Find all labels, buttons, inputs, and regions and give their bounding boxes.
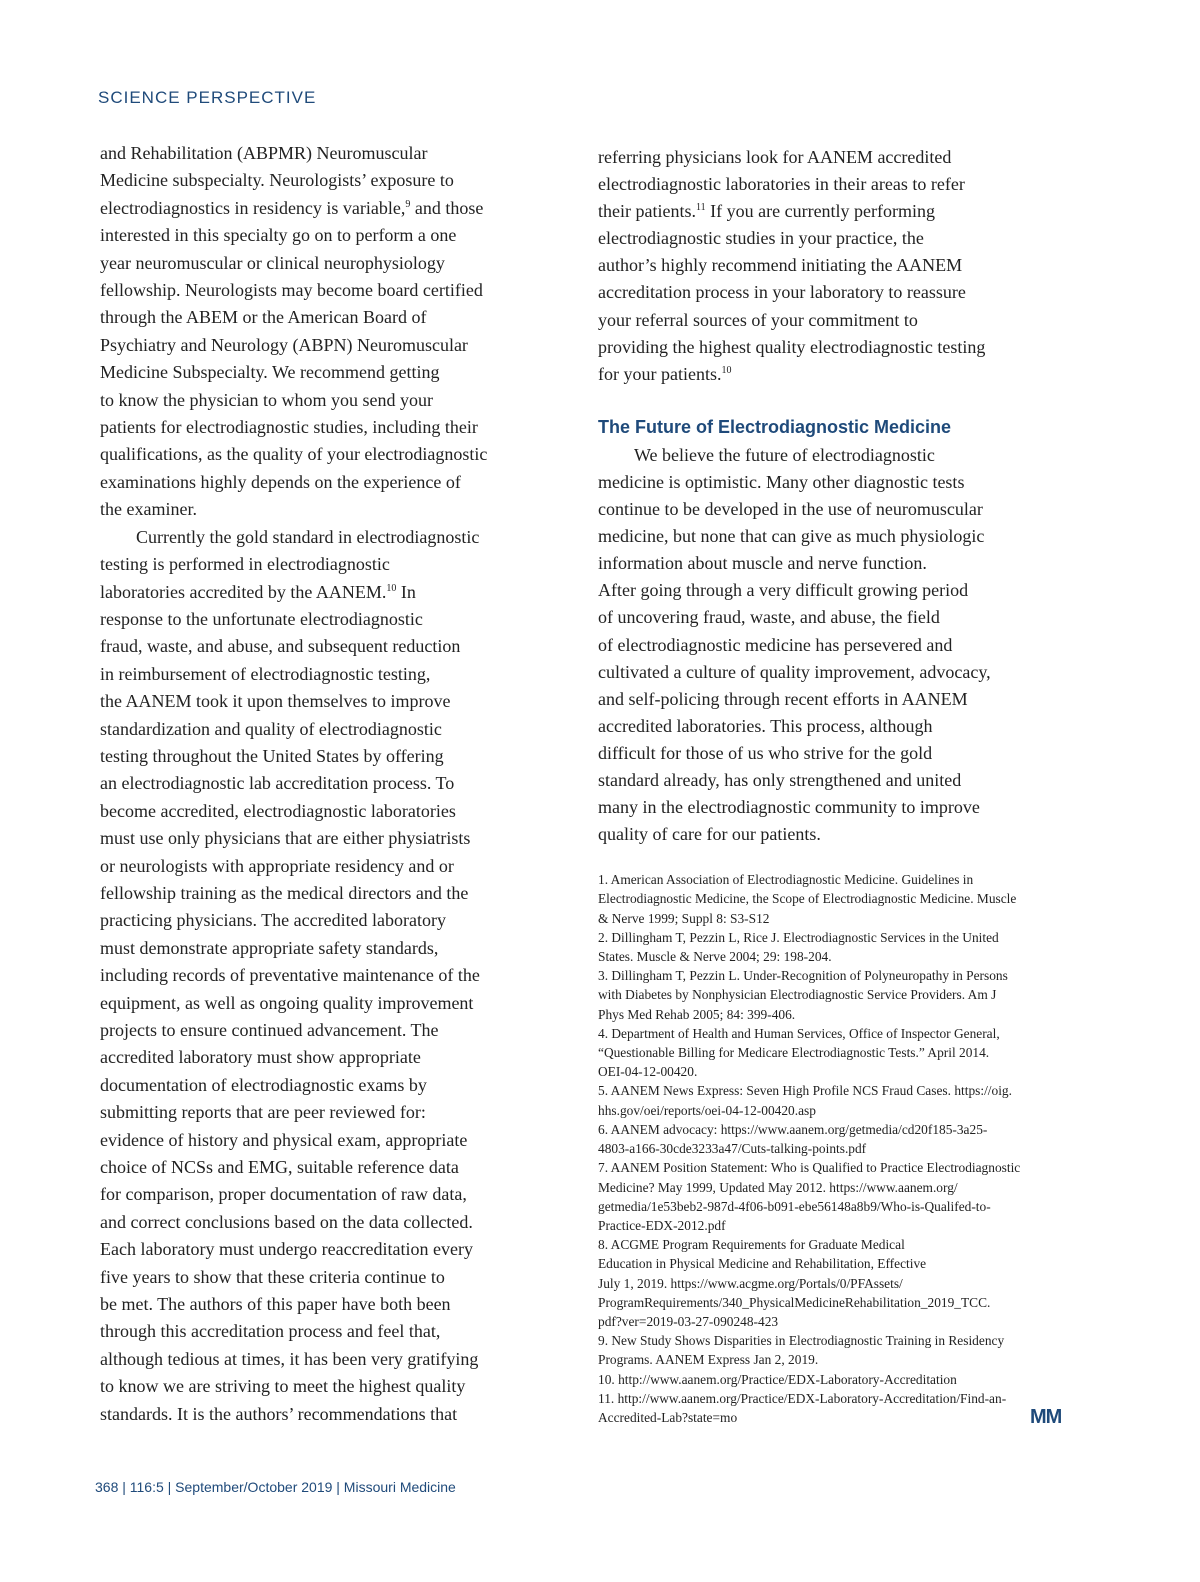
body-line: and correct conclusions based on the data collected.: [100, 1211, 473, 1232]
body-line: accreditation process in your laboratory to reassure: [598, 282, 966, 303]
body-line: accredited laboratory must show appropriate: [100, 1047, 421, 1068]
citation-10[interactable]: 10: [721, 364, 732, 376]
body-line: the examiner.: [100, 499, 197, 520]
body-line: evidence of history and physical exam, appropriate: [100, 1129, 468, 1150]
body-line: laboratories accredited by the AANEM.$^{10}$ In: [100, 581, 416, 602]
body-line: medicine, but none that can give as much physiologic: [598, 526, 985, 547]
body-line: providing the highest quality electrodiagnostic testing: [598, 336, 986, 357]
page-footer: 368 | 116:5 | September/October 2019 | Missouri Medicine: [95, 1479, 456, 1495]
citation-11[interactable]: 11: [695, 202, 706, 214]
body-line: projects to ensure continued advancement. The: [100, 1020, 439, 1040]
body-line: examinations highly depends on the experience of: [100, 471, 461, 492]
reference-link[interactable]: hhs.gov/oei/reports/oei-04-12-00420.asp: [598, 1102, 816, 1118]
body-line: difficult for those of us who strive for the gold: [598, 742, 933, 763]
reference-link[interactable]: Practice-EDX-2012.pdf: [598, 1217, 726, 1233]
body-line: in reimbursement of electrodiagnostic testing,: [100, 663, 431, 684]
reference-link[interactable]: 6. AANEM advocacy: https://www.aanem.org/getmedia/cd20f185-3a25-: [598, 1121, 988, 1137]
body-line: become accredited, electrodiagnostic laboratories: [100, 800, 456, 821]
right-column: [598, 144, 1048, 1427]
body-line: cultivated a culture of quality improvement, advocacy,: [598, 661, 991, 682]
body-line: practicing physicians. The accredited laboratory: [100, 910, 447, 931]
body-line: testing throughout the United States by offering: [100, 745, 444, 766]
body-line: to know the physician to whom you send your: [100, 389, 433, 410]
body-line: their patients.$^{11}$ If you are currently performing: [598, 201, 936, 222]
body-line: electrodiagnostic laboratories in their areas to refer: [598, 174, 965, 195]
body-line: medicine is optimistic. Many other diagnostic tests: [598, 471, 965, 492]
body-line: standard already, has only strengthened and united: [598, 769, 962, 790]
reference-link[interactable]: pdf?ver=2019-03-27-090248-423: [598, 1313, 779, 1329]
body-line: information about muscle and nerve function.: [598, 553, 927, 574]
body-line: of uncovering fraud, waste, and abuse, the field: [598, 607, 940, 628]
body-line: quality of care for our patients.: [598, 824, 821, 845]
body-line: fellowship. Neurologists may become board certified: [100, 280, 483, 301]
body-line: an electrodiagnostic lab accreditation process. To: [100, 773, 455, 794]
body-line: After going through a very difficult growing period: [598, 580, 969, 601]
body-line: patients for electrodiagnostic studies, including their: [100, 417, 478, 438]
body-line: Medicine subspecialty. Neurologists’ exposure to: [100, 170, 454, 191]
body-line: or neurologists with appropriate residency and or: [100, 855, 454, 876]
body-line: electrodiagnostics in residency is variable,$^9$ and those: [100, 197, 484, 218]
reference-link[interactable]: 11. http://www.aanem.org/Practice/EDX-Laboratory-Accreditation/Find-an-: [598, 1390, 1007, 1406]
body-line: Currently the gold standard in electrodiagnostic: [136, 526, 480, 547]
body-line: continue to be developed in the use of neuromuscular: [598, 499, 983, 520]
body-line: many in the electrodiagnostic community to improve: [598, 797, 980, 818]
citation-9[interactable]: 9: [405, 198, 411, 210]
reference-link[interactable]: ProgramRequirements/340_PhysicalMedicineRehabilitation_2019_TCC.: [598, 1294, 991, 1310]
body-line: submitting reports that are peer reviewed for:: [100, 1102, 426, 1123]
body-line: We believe the future of electrodiagnostic: [634, 444, 935, 465]
body-line: qualifications, as the quality of your electrodiagnostic: [100, 444, 488, 465]
body-line: the AANEM took it upon themselves to improve: [100, 691, 451, 712]
body-line: Each laboratory must undergo reaccreditation every: [100, 1239, 474, 1260]
citation-10[interactable]: 10: [386, 582, 397, 594]
body-line: equipment, as well as ongoing quality improvement: [100, 992, 474, 1013]
body-line: five years to show that these criteria continue to: [100, 1266, 445, 1287]
reference-line: & Nerve 1999; Suppl 8: S3-S12: [598, 910, 770, 926]
body-line: electrodiagnostic studies in your practice, the: [598, 228, 924, 249]
reference-line: 3. Dillingham T, Pezzin L. Under-Recognition of Polyneuropathy in Persons: [598, 968, 1008, 984]
body-line: fellowship training as the medical directors and the: [100, 882, 469, 903]
body-line: choice of NCSs and EMG, suitable reference data: [100, 1157, 459, 1178]
reference-line: 8. ACGME Program Requirements for Graduate Medical: [598, 1237, 905, 1253]
reference-line: Programs. AANEM Express Jan 2, 2019.: [598, 1352, 819, 1368]
body-line: year neuromuscular or clinical neurophysiology: [100, 252, 445, 273]
body-line: for your patients.$^{10}$: [598, 363, 732, 384]
reference-line: 4. Department of Health and Human Services, Office of Inspector General,: [598, 1025, 1000, 1041]
body-line: your referral sources of your commitment to: [598, 309, 918, 330]
reference-line: 1. American Association of Electrodiagnostic Medicine. Guidelines in: [598, 872, 974, 888]
body-line: documentation of electrodiagnostic exams by: [100, 1074, 427, 1095]
reference-link[interactable]: getmedia/1e53beb2-987d-4f06-b091-ebe56148a8b9/Who-is-Qualifed-to-: [598, 1198, 991, 1214]
body-line: must use only physicians that are either physiatrists: [100, 828, 471, 849]
body-line: and Rehabilitation (ABPMR) Neuromuscular: [100, 143, 428, 163]
body-line: author’s highly recommend initiating the AANEM: [598, 255, 963, 276]
body-line: through this accreditation process and feel that,: [100, 1321, 441, 1342]
reference-link[interactable]: Medicine? May 1999, Updated May 2012. https://www.aanem.org/: [598, 1179, 958, 1195]
left-column: [100, 140, 545, 1428]
body-line: referring physicians look for AANEM accredited: [598, 147, 952, 167]
reference-line: States. Muscle & Nerve 2004; 29: 198-204.: [598, 949, 832, 965]
reference-line: 9. New Study Shows Disparities in Electrodiagnostic Training in Residency: [598, 1333, 1005, 1349]
reference-line: OEI-04-12-00420.: [598, 1064, 698, 1080]
body-line: to know we are striving to meet the highest quality: [100, 1376, 466, 1397]
body-line: response to the unfortunate electrodiagnostic: [100, 608, 423, 629]
reference-line: Phys Med Rehab 2005; 84: 399-406.: [598, 1006, 796, 1022]
body-line: interested in this specialty go on to perform a one: [100, 225, 457, 246]
reference-line: “Questionable Billing for Medicare Electrodiagnostic Tests.” April 2014.: [598, 1045, 990, 1061]
references-list: [598, 870, 1048, 1427]
body-line: through the ABEM or the American Board of: [100, 307, 427, 328]
body-line: accredited laboratories. This process, although: [598, 715, 933, 736]
reference-link[interactable]: 10. http://www.aanem.org/Practice/EDX-Laboratory-Accreditation: [598, 1371, 957, 1387]
body-line: for comparison, proper documentation of raw data,: [100, 1184, 467, 1205]
body-line: be met. The authors of this paper have both been: [100, 1294, 451, 1315]
body-line: Psychiatry and Neurology (ABPN) Neuromuscular: [100, 334, 468, 355]
section-heading: The Future of Electrodiagnostic Medicine: [598, 416, 952, 437]
body-line: Medicine Subspecialty. We recommend getting: [100, 362, 440, 383]
section-label: SCIENCE PERSPECTIVE: [98, 88, 317, 107]
reference-link[interactable]: 4803-a166-30cde3233a47/Cuts-talking-points.pdf: [598, 1141, 867, 1157]
reference-link[interactable]: 5. AANEM News Express: Seven High Profile NCS Fraud Cases. https://oig.: [598, 1083, 1012, 1099]
missouri-medicine-logo: MM: [1030, 1406, 1062, 1428]
reference-link[interactable]: July 1, 2019. https://www.acgme.org/Portals/0/PFAssets/: [598, 1275, 903, 1291]
body-line: of electrodiagnostic medicine has persevered and: [598, 634, 953, 655]
reference-line: 7. AANEM Position Statement: Who is Qualified to Practice Electrodiagnostic: [598, 1160, 1021, 1176]
reference-line: with Diabetes by Nonphysician Electrodiagnostic Service Providers. Am J: [598, 987, 997, 1003]
reference-line: Electrodiagnostic Medicine, the Scope of Electrodiagnostic Medicine. Muscle: [598, 891, 1017, 907]
reference-line: 2. Dillingham T, Pezzin L, Rice J. Electrodiagnostic Services in the United: [598, 929, 999, 945]
body-line: standards. It is the authors’ recommendations that: [100, 1403, 458, 1424]
body-line: standardization and quality of electrodiagnostic: [100, 718, 442, 739]
body-line: and self-policing through recent efforts in AANEM: [598, 688, 968, 709]
body-line: testing is performed in electrodiagnostic: [100, 554, 390, 575]
body-line: including records of preventative maintenance of the: [100, 965, 480, 986]
body-line: must demonstrate appropriate safety standards,: [100, 937, 439, 958]
body-line: fraud, waste, and abuse, and subsequent reduction: [100, 636, 461, 657]
reference-line: Education in Physical Medicine and Rehabilitation, Effective: [598, 1256, 927, 1272]
body-line: although tedious at times, it has been very gratifying: [100, 1348, 479, 1369]
reference-link[interactable]: Accredited-Lab?state=mo: [598, 1409, 738, 1425]
